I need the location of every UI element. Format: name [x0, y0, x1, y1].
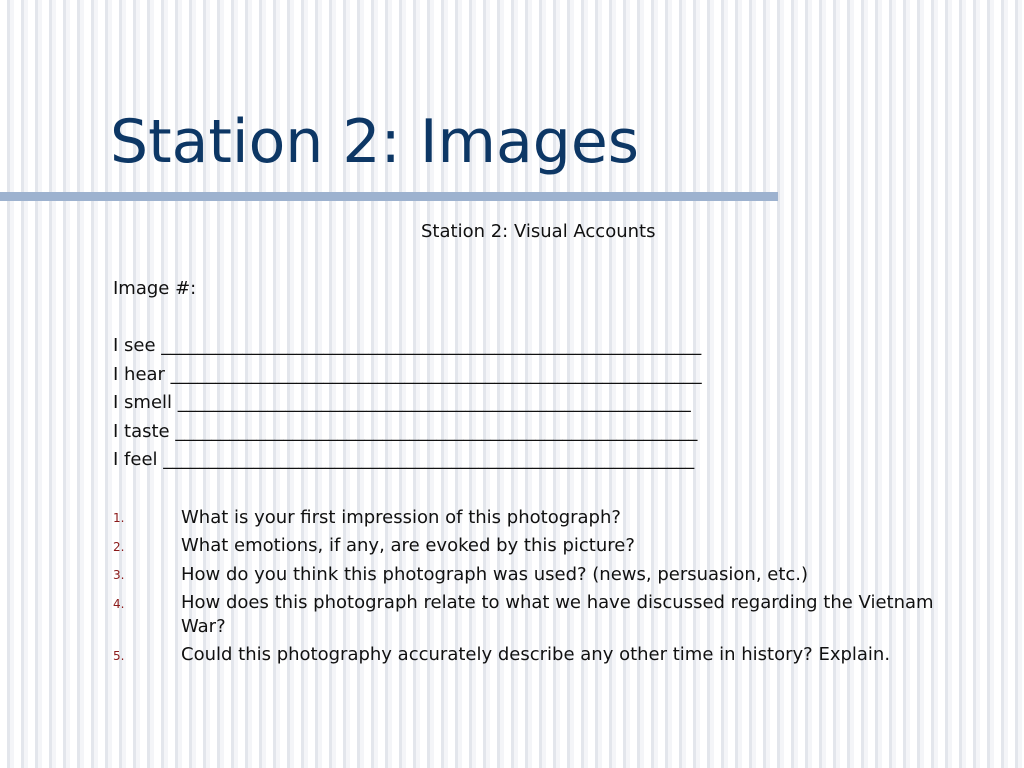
- question-text: What emotions, if any, are evoked by this picture?: [181, 535, 635, 556]
- sense-prompts-list: [113, 332, 993, 475]
- question-item: [113, 589, 993, 641]
- title-underline-bar: [0, 192, 778, 201]
- question-number: 3.: [113, 568, 125, 582]
- question-item: [113, 560, 993, 589]
- sense-prompt-smell: I smell _________________________________________________________: [113, 392, 691, 413]
- question-list: [113, 503, 993, 669]
- slide-body: [113, 218, 993, 669]
- sense-prompt-hear: I hear ___________________________________________________________: [113, 363, 702, 385]
- image-number-label: Image #:: [113, 278, 197, 299]
- sense-prompt-see: I see ____________________________________________________________: [113, 335, 702, 356]
- question-text: What is your first impression of this photograph?: [181, 506, 621, 528]
- question-number: 4.: [113, 596, 125, 611]
- question-text: How do you think this photograph was used? (news, persuasion, etc.): [181, 563, 809, 585]
- question-text: How does this photograph relate to what we have discussed regarding the Vietnam War?: [181, 592, 934, 637]
- question-item: [113, 503, 993, 532]
- question-number: 5.: [113, 648, 125, 663]
- question-number: 2.: [113, 539, 125, 554]
- worksheet-subtitle: Station 2: Visual Accounts: [421, 221, 656, 242]
- question-item: [113, 532, 993, 561]
- question-number: 1.: [113, 511, 125, 525]
- sense-prompt-feel: I feel ___________________________________________________________: [113, 449, 695, 470]
- question-item: [113, 641, 993, 670]
- sense-prompt-taste: I taste __________________________________________________________: [113, 420, 698, 442]
- slide-title: Station 2: Images: [110, 107, 640, 177]
- question-text: Could this photography accurately describe any other time in history? Explain.: [181, 644, 891, 665]
